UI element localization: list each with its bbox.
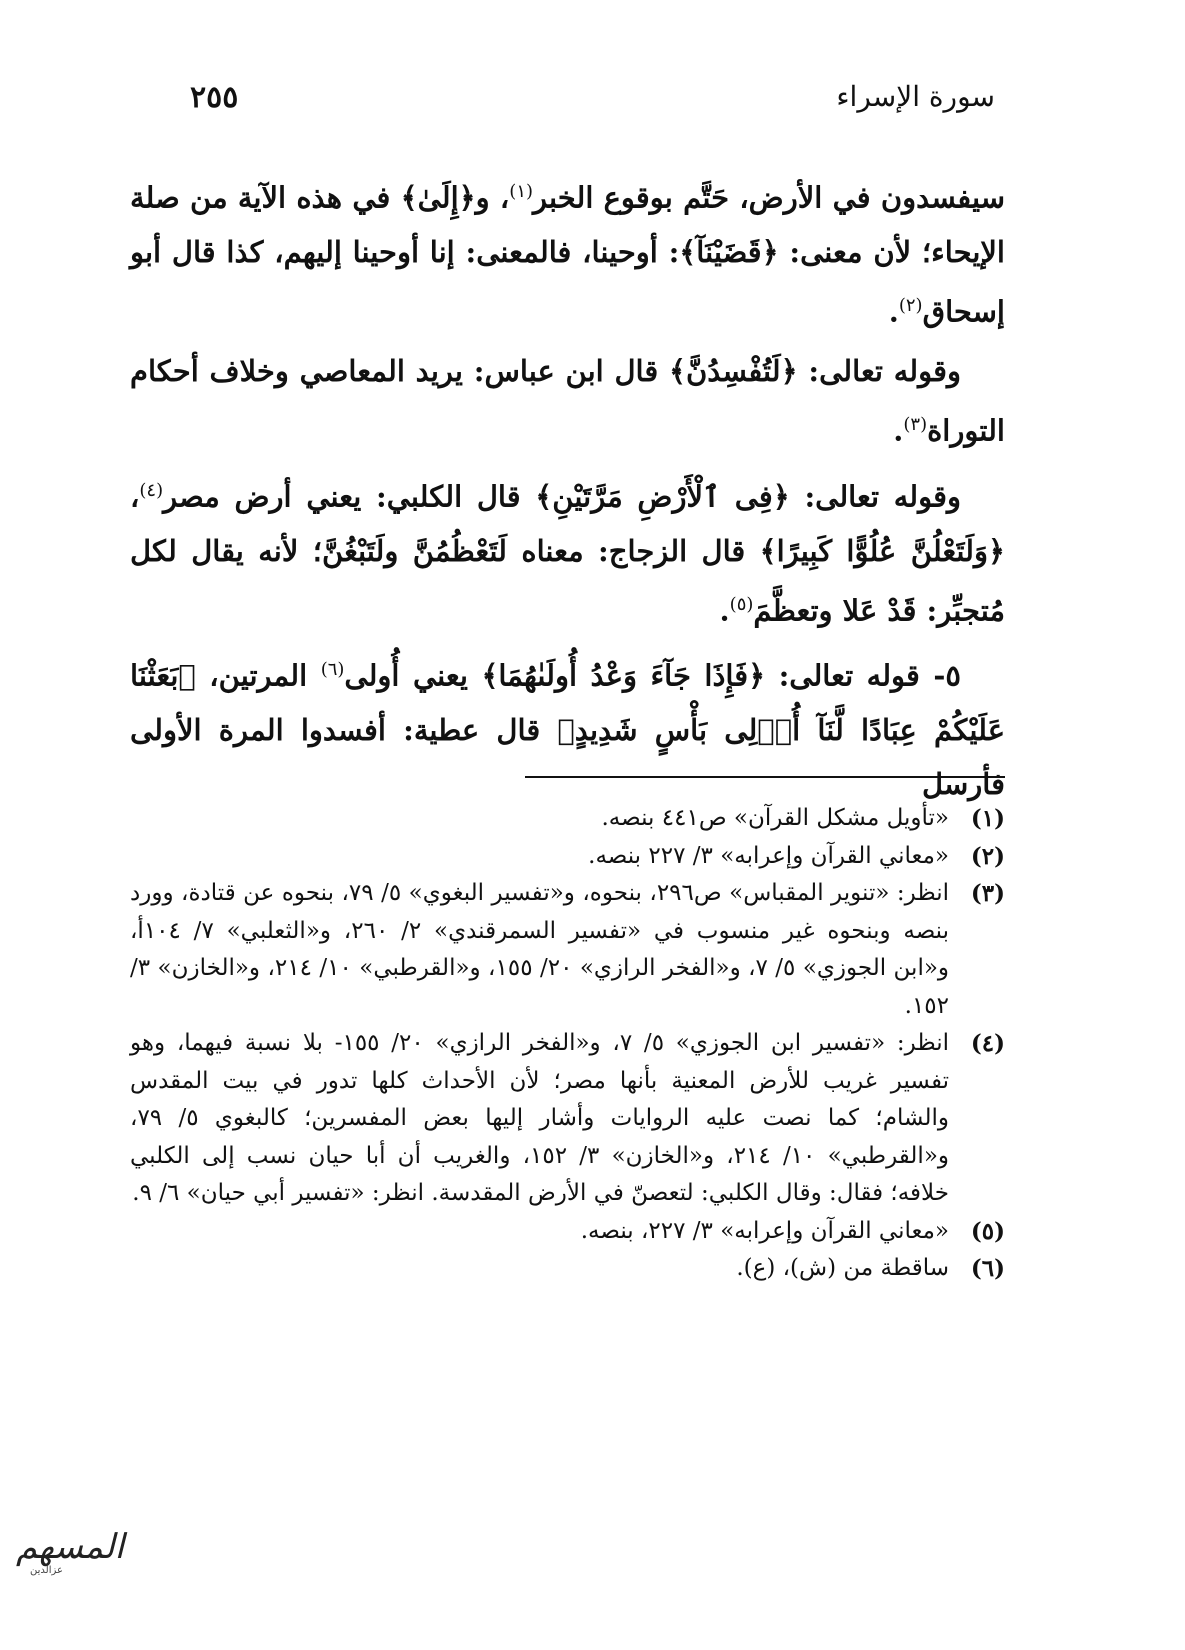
footnote-5	[130, 1213, 1005, 1251]
logo-subtext: عزالدين	[30, 1565, 63, 1576]
footnote-divider	[525, 776, 1005, 778]
footnote-4	[130, 1025, 1005, 1213]
publisher-logo	[10, 1525, 125, 1580]
footnote-number: (٥)	[970, 1217, 1005, 1245]
footnote-ref: (٥)	[729, 593, 754, 615]
paragraph-2	[130, 344, 1005, 458]
footnote-number: (٤)	[970, 1030, 1005, 1057]
surah-name: سورة الإسراء	[836, 80, 995, 113]
text-run: .	[893, 413, 904, 448]
footnote-number: (١)	[970, 805, 1005, 832]
footnote-ref: (١)	[509, 181, 534, 202]
text-run: .	[719, 593, 730, 628]
paragraph-3	[130, 464, 1005, 637]
text-run: وقوله تعالى: ﴿لَتُفْسِدُنَّ﴾ قال ابن عباس: يريد المعاصي وخلاف أحكام التوراة	[130, 354, 1005, 448]
footnote-text: انظر: «تفسير ابن الجوزي» ٥/ ٧، و«الفخر الرازي» ٢٠/ ١٥٥- بلا نسبة فيهما، وهو تفسير غريب للأرض المعنية بأنها مصر؛ لأن الأحداث كلها تدور في بيت المقدس والشام؛ كما نصت عليه الروايات وأشار إليها بعض المفسرين؛ كالبغوي ٥/ ٧٩، و«القرطبي» ١٠/ ٢١٤، و«الخازن» ٣/ ١٥٢، والغريب أن أبا حيان نسب إلى الكلبي خلافه؛ فقال: وقال الكلبي: لتعصنّ في الأرض المقدسة. انظر: «تفسير أبي حيان» ٦/ ٩.	[130, 1030, 949, 1206]
footnote-ref: (٢)	[898, 294, 923, 316]
text-run: ٥- قوله تعالى: ﴿فَإِذَا جَآءَ وَعْدُ أُولَىٰهُمَا﴾ يعني أُولى	[344, 658, 961, 693]
text-run: .	[888, 294, 899, 329]
footnote-ref: (٦)	[320, 659, 345, 681]
text-run: ، ﴿وَلَتَعْلُنَّ عُلُوًّا كَبِيرًا﴾ قال الزجاج: معناه لَتَعْظُمُنَّ ولَتَبْغُنَّ؛ لأنه يقال لكل مُتجبِّر: قَدْ عَلا وتعظَّمَ	[130, 479, 1005, 628]
text-run: سيفسدون في الأرض، حَتَّم بوقوع الخبر	[533, 180, 1005, 215]
main-text	[130, 165, 1005, 817]
footnote-text: «معاني القرآن وإعرابه» ٣/ ٢٢٧ بنصه.	[588, 842, 949, 869]
footnote-text: «معاني القرآن وإعرابه» ٣/ ٢٢٧، بنصه.	[580, 1217, 949, 1244]
paragraph-4	[130, 643, 1005, 811]
footnote-1	[130, 800, 1005, 838]
footnote-number: (٣)	[970, 880, 1005, 907]
page-header	[190, 80, 995, 140]
footnote-3	[130, 875, 1005, 1025]
footnote-text: «تأويل مشكل القرآن» ص٤٤١ بنصه.	[601, 805, 949, 831]
text-run: المرتين، ﴿بَعَثْنَا عَلَيْكُمْ عِبَادًا لَّنَآ أُو۟لِى بَأْسٍ شَدِيدٍ﴾ قال عطية: أفسدوا المرة الأولى فأرسل	[130, 658, 1005, 801]
footnotes	[130, 800, 1005, 1288]
footnote-ref: (٤)	[139, 479, 164, 501]
footnote-2	[130, 838, 1005, 876]
footnote-text: ساقطة من (ش)، (ع).	[736, 1255, 949, 1281]
footnote-6	[130, 1250, 1005, 1288]
logo-text: المسهم	[16, 1527, 125, 1567]
text-run: ، و﴿إِلَىٰ﴾ في هذه الآية من صلة الإيحاء؛ لأن معنى: ﴿قَضَيْنَآ﴾: أوحينا، فالمعنى: إنا أوحينا إليهم، كذا قال أبو إسحاق	[130, 180, 1005, 329]
paragraph-1	[130, 165, 1005, 338]
text-run: وقوله تعالى: ﴿فِى ٱلْأَرْضِ مَرَّتَيْنِ﴾ قال الكلبي: يعني أرض مصر	[163, 479, 961, 514]
page-number: ٢٥٥	[190, 80, 239, 115]
footnote-number: (٦)	[970, 1255, 1005, 1282]
footnote-ref: (٣)	[903, 414, 928, 436]
footnote-text: انظر: «تنوير المقباس» ص٢٩٦، بنحوه، و«تفسير البغوي» ٥/ ٧٩، بنحوه عن قتادة، وورد بنصه وبنحوه غير منسوب في «تفسير السمرقندي» ٢/ ٢٦٠، و«الثعلبي» ٧/ ١٠٤أ، و«ابن الجوزي» ٥/ ٧، و«الفخر الرازي» ٢٠/ ١٥٥، و«القرطبي» ١٠/ ٢١٤، و«الخازن» ٣/ ١٥٢.	[130, 880, 950, 1019]
footnote-number: (٢)	[970, 842, 1005, 870]
